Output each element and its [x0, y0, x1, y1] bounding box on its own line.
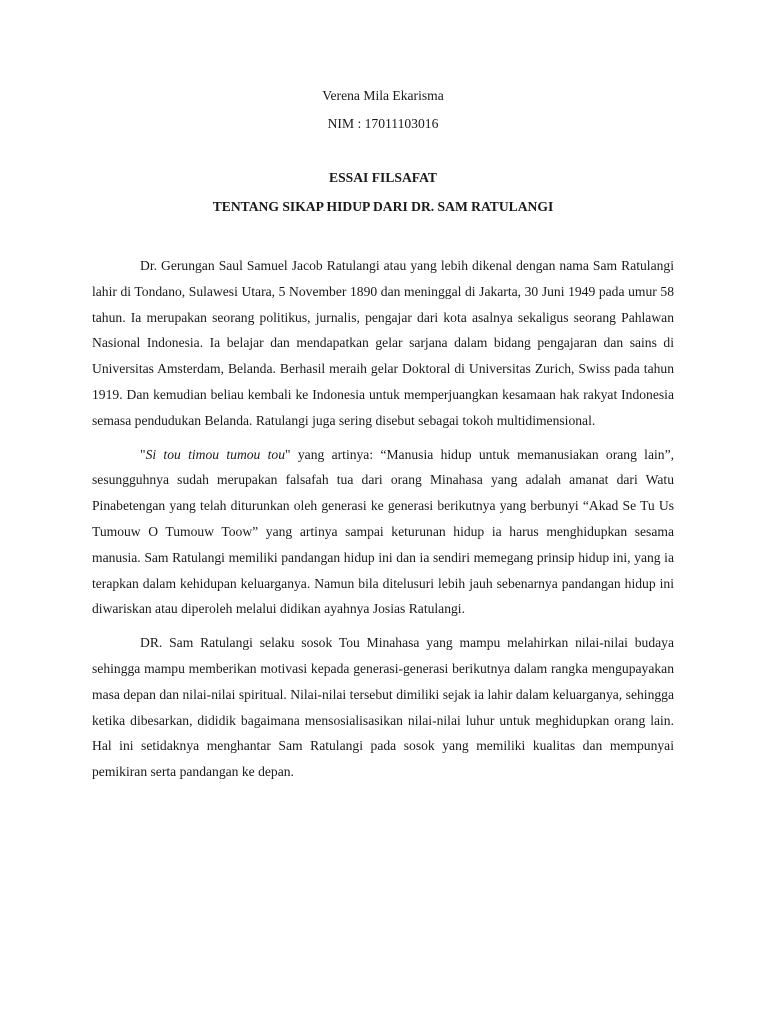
author-name: Verena Mila Ekarisma — [322, 88, 444, 103]
paragraph-2 — [92, 442, 674, 623]
document-page — [92, 86, 674, 793]
paragraph-2-text: " yang artinya: “Manusia hidup untuk memanusiakan orang lain”, sesungguhnya sudah merupakan falsafah tua dari orang Minahasa yang adalah amanat dari Watu Pinabetengan yang telah diturunkan oleh generasi ke generasi berikutnya yang berbunyi “Akad Se Tu Us Tumouw O Tumouw Toow” yang artinya sampai keturunan hidup ia harus menghidupkan sesama manusia. Sam Ratulangi memiliki pandangan hidup ini dan ia sendiri memegang prinsip hidup ini, yang ia terapkan dalam kehidupan keluarganya. Namun bila ditelusuri lebih jauh sebenarnya pandangan hidup ini diwariskan atau diperoleh melalui didikan ayahnya Josias Ratulangi. — [92, 446, 674, 617]
paragraph-1: Dr. Gerungan Saul Samuel Jacob Ratulangi atau yang lebih dikenal dengan nama Sam Ratulangi lahir di Tondano, Sulawesi Utara, 5 November 1890 dan meninggal di Jakarta, 30 Juni 1949 pada umur 58 tahun. Ia merupakan seorang politikus, jurnalis, pengajar dari kota asalnya sekaligus seorang Pahlawan Nasional Indonesia. Ia belajar dan mendapatkan gelar sarjana dalam bidang pengajaran dan sains di Universitas Amsterdam, Belanda. Berhasil meraih gelar Doktoral di Universitas Zurich, Swiss pada tahun 1919. Dan kemudian beliau kembali ke Indonesia untuk memperjuangkan kesamaan hak rakyat Indonesia semasa pendudukan Belanda. Ratulangi juga sering disebut sebagai tokoh multidimensional. — [92, 258, 674, 428]
opening-quote: " — [140, 446, 146, 462]
essay-subtitle: TENTANG SIKAP HIDUP DARI DR. SAM RATULANGI — [212, 199, 554, 214]
student-id: NIM : 17011103016 — [327, 116, 439, 131]
motto-phrase: Si tou timou tumou tou — [145, 446, 286, 462]
essay-title: ESSAI FILSAFAT — [329, 170, 437, 185]
paragraph-3: DR. Sam Ratulangi selaku sosok Tou Minahasa yang mampu melahirkan nilai-nilai budaya sehingga mampu memberikan motivasi kepada generasi-generasi berikutnya dalam rangka mengupayakan masa depan dan nilai-nilai spiritual. Nilai-nilai tersebut dimiliki sejak ia lahir dalam keluarganya, sehingga ketika dibesarkan, dididik bagaimana mensosialisasikan nilai-nilai luhur untuk meghidupkan orang lain. Hal ini setidaknya menghantar Sam Ratulangi pada sosok yang memiliki kualitas dan mempunyai pemikiran serta pandangan ke depan. — [92, 635, 674, 780]
